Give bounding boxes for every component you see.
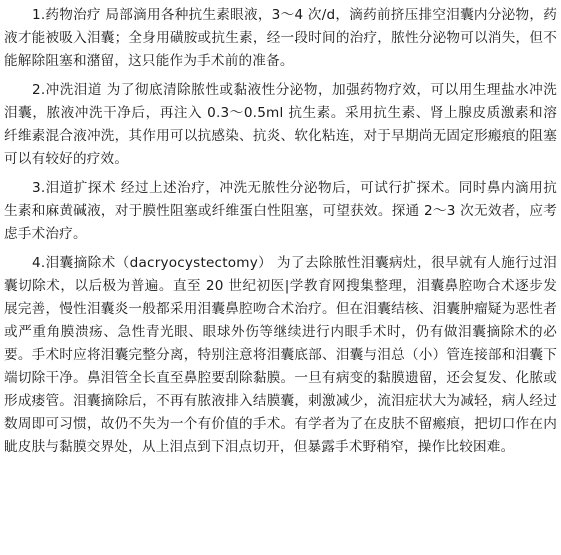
- paragraph-dacryocystectomy: 4.泪囊摘除术（dacryocystectomy） 为了去除脓性泪囊病灶，很早就有人施行过泪囊切除术，以后极为普遍。直至 20 世纪初医|学教育网搜集整理，泪囊鼻腔吻合术逐步发展完善，慢性泪囊炎一般都采用泪囊鼻腔吻合术治疗。但在泪囊结核、泪囊肿瘤疑为恶性者或严重角膜溃疡、急性青光眼、眼球外伤等继续进行内眼手术时，仍有做泪囊摘除术的必要。手术时应将泪囊完整分离，特别注意将泪囊底部、泪囊与泪总（小）管连接部和泪囊下端切除干净。鼻泪管全长直至鼻腔要刮除黏膜。一旦有病变的黏膜遗留，还会复发、化脓或形成瘘管。泪囊摘除后，不再有脓液排入结膜囊，刺激减少，流泪症状大为减轻，病人经过数周即可习惯，故仍不失为一个有价值的手术。有学者为了在皮肤不留瘢痕，把切口作在内眦皮肤与黏膜交界处，从上泪点到下泪点切开，但暴露手术野稍窄，操作比较困难。: [4, 255, 557, 455]
- paragraph-lacrimal-irrigation: 2.冲洗泪道 为了彻底清除脓性或黏液性分泌物，加强药物疗效，可以用生理盐水冲洗泪囊，脓液冲洗干净后，再注入 0.3～0.5ml 抗生素。采用抗生素、肾上腺皮质激素和溶纤维素混合液冲洗，其作用可以抗感染、抗炎、软化粘连，对于早期尚无固定形瘢痕的阻塞可以有较好的疗效。: [4, 82, 557, 167]
- paragraph-probing: 3.泪道扩探术 经过上述治疗，冲洗无脓性分泌物后，可试行扩探术。同时鼻内滴用抗生素和麻黄碱液，对于膜性阻塞或纤维蛋白性阻塞，可望获效。探通 2～3 次无效者，应考虑手术治疗。: [4, 180, 557, 242]
- paragraph-drug-therapy: 1.药物治疗 局部滴用各种抗生素眼液，3～4 次/d，滴药前挤压排空泪囊内分泌物，药液才能被吸入泪囊；全身用磺胺或抗生素，经一段时间的治疗，脓性分泌物可以消失，但不能解除阻塞和潴留，这只能作为手术前的准备。: [4, 7, 557, 69]
